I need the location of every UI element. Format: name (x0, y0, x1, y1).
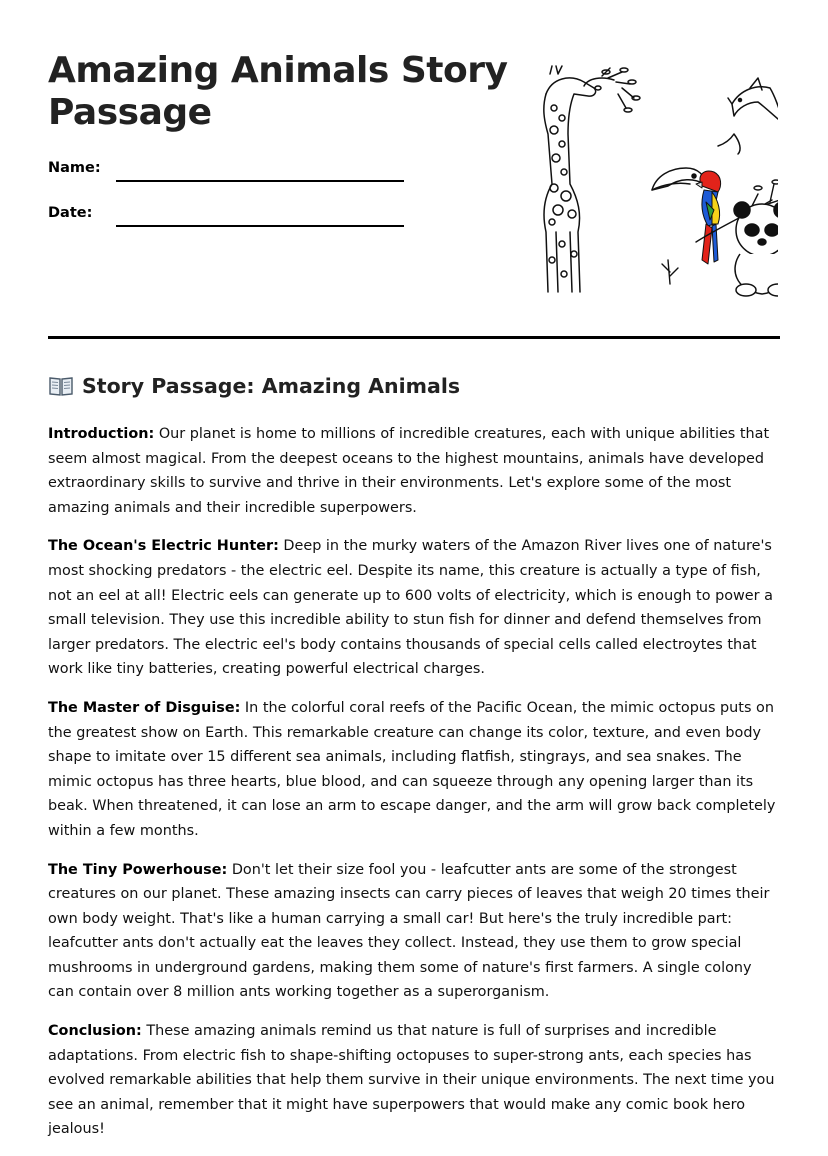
paragraph-lead: The Master of Disguise: (48, 699, 241, 716)
paragraph-text: Don't let their size fool you - leafcutter ants are some of the strongest creatures on our planet. These amazing insects can carry pieces of leaves that weigh 20 times their own body weight. That's like a human carrying a small car! But here's the truly incredible part: leafcutter ants don't actually eat the leaves they collect. Instead, they use them to grow special mushrooms in underground gardens, making them some of nature's first farmers. A single colony can contain over 8 million ants working together as a superorganism. (48, 861, 770, 1001)
header-divider (48, 336, 780, 339)
date-field[interactable] (116, 225, 404, 227)
animals-illustration-icon (518, 64, 778, 302)
worksheet-title: Amazing Animals Story Passage (48, 50, 508, 133)
paragraph-tiny-powerhouse (48, 858, 780, 1006)
paragraph-electric-hunter (48, 534, 780, 682)
story-heading (48, 374, 460, 398)
name-field[interactable] (116, 180, 404, 182)
dolphin-icon (718, 78, 778, 154)
paragraph-text: In the colorful coral reefs of the Pacific Ocean, the mimic octopus puts on the greatest show on Earth. This remarkable creature can change its color, texture, and even body shape to imitate over 15 different sea animals, including flatfish, stingrays, and sea snakes. The mimic octopus has three hearts, blue blood, and can squeeze through any opening larger than its beak. When threatened, it can lose an arm to escape danger, and the arm will grow back completely within a few months. (48, 699, 776, 839)
paragraph-text: Our planet is home to millions of incredible creatures, each with unique abilities that seem almost magical. From the deepest oceans to the highest mountains, animals have developed extraordinary skills to survive and thrive in their environments. Let's explore some of the most amazing animals and their incredible superpowers. (48, 426, 770, 516)
paragraph-conclusion (48, 1019, 780, 1142)
book-icon (48, 375, 74, 397)
date-label: Date: (48, 205, 93, 221)
paragraph-introduction (48, 422, 780, 520)
paragraph-master-of-disguise (48, 696, 780, 844)
toucan-icon (652, 168, 704, 190)
story-body (48, 422, 780, 1156)
paragraph-lead: Conclusion: (48, 1023, 142, 1040)
story-heading-text: Story Passage: Amazing Animals (82, 374, 461, 398)
paragraph-lead: The Tiny Powerhouse: (48, 861, 228, 878)
paragraph-lead: The Ocean's Electric Hunter: (48, 538, 279, 555)
panda-icon (734, 202, 778, 296)
name-label: Name: (48, 160, 101, 176)
paragraph-lead: Introduction: (48, 426, 155, 442)
paragraph-text: Deep in the murky waters of the Amazon River lives one of nature's most shocking predators - the electric eel. Despite its name, this creature is actually a type of fish, not an eel at all! Electric eels can generate up to 600 volts of electricity, which is enough to power a small television. They use this incredible ability to stun fish for dinner and defend themselves from larger predators. The electric eel's body contains thousands of special cells called electroytes that work like tiny batteries, creating powerful electrical charges. (48, 538, 773, 678)
parrot-icon (696, 171, 721, 264)
paragraph-text: These amazing animals remind us that nature is full of surprises and incredible adaptations. From electric fish to shape-shifting octopuses to super-strong ants, each species has evolved remarkable abilities that help them survive in their unique environments. The next time you see an animal, remember that it might have superpowers that would make any comic book hero jealous! (48, 1023, 775, 1138)
giraffe-icon (544, 66, 640, 292)
